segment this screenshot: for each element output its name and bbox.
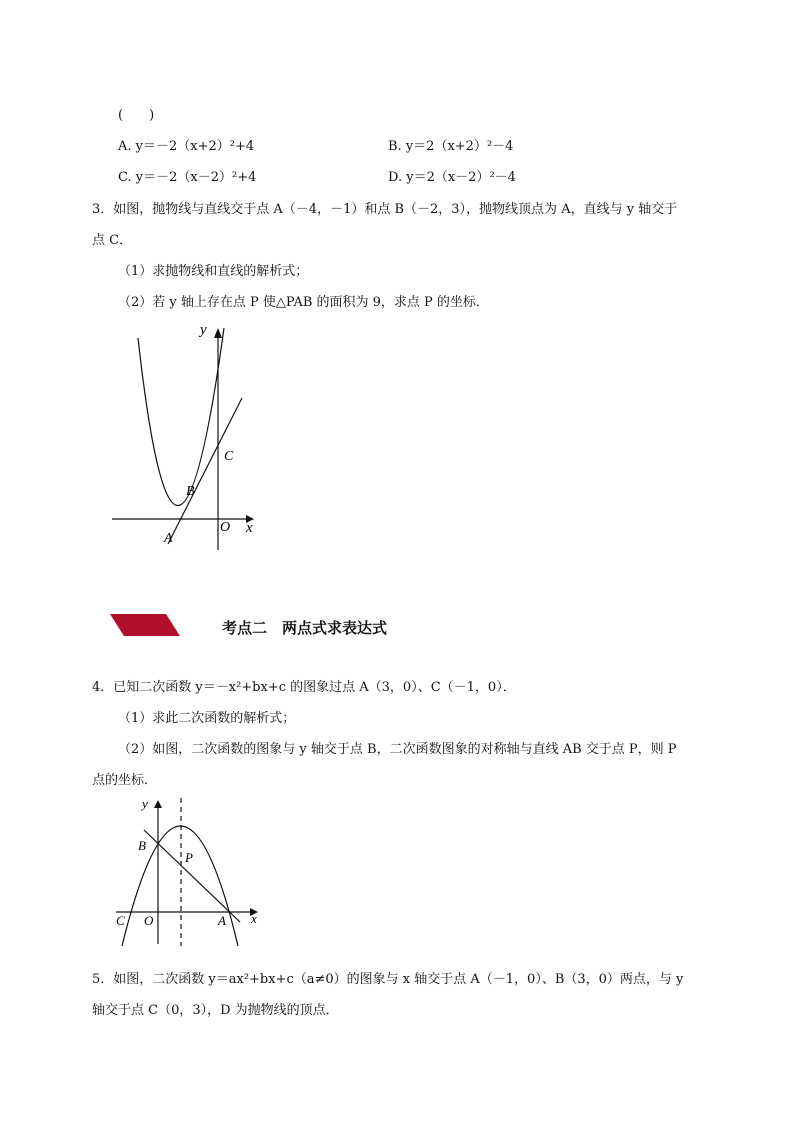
label-o: O — [144, 913, 154, 928]
label-y: y — [142, 796, 148, 811]
option-c — [118, 166, 256, 185]
label-o: O — [220, 520, 231, 535]
q3-figure — [108, 318, 268, 550]
label-a: A — [164, 531, 173, 546]
parabola — [138, 328, 224, 506]
option-label: A. — [118, 139, 132, 154]
option-label: C. — [118, 170, 132, 185]
q5-line1: 5．如图，二次函数 y＝ax²+bx+c（a≠0）的图象与 x 轴交于点 A（－1，0）、B（3，0）两点，与 y — [92, 972, 684, 987]
q4-line1: 4．已知二次函数 y＝－x²+bx+c 的图象过点 A（3，0）、C（－1，0）． — [92, 680, 516, 695]
y-axis-arrow — [154, 800, 162, 808]
section-title: 考点二 两点式求表达式 — [222, 619, 388, 637]
option-text: y＝－2（x+2）²+4 — [135, 139, 255, 154]
line-ab — [168, 398, 242, 544]
option-label: D. — [388, 170, 403, 185]
banner-shape — [110, 614, 180, 636]
y-axis-arrow — [214, 328, 222, 338]
label-x: x — [246, 520, 253, 536]
option-d — [388, 166, 516, 185]
label-a: A — [218, 913, 226, 928]
q5-line2: 轴交于点 C（0，3），D 为抛物线的顶点． — [92, 1003, 339, 1018]
label-y: y — [200, 322, 207, 338]
option-text: y＝2（x+2）²－4 — [405, 139, 514, 154]
q3-sub1: （1）求抛物线和直线的解析式； — [118, 264, 309, 279]
label-c: C — [224, 449, 234, 464]
q4-figure — [110, 794, 270, 954]
q4-sub2a: （2）如图，二次函数的图象与 y 轴交于点 B，二次函数图象的对称轴与直线 AB 交于点 P，则 P — [118, 742, 677, 757]
option-label: B. — [388, 139, 402, 154]
label-p: P — [185, 850, 193, 865]
option-a — [118, 135, 254, 154]
label-b: B — [138, 838, 146, 853]
label-x: x — [251, 911, 257, 926]
q4-sub2b: 点的坐标． — [92, 773, 158, 788]
q3-line2: 点 C． — [92, 233, 133, 248]
label-c: C — [116, 913, 125, 928]
option-text: y＝2（x－2）²－4 — [406, 170, 516, 185]
label-b: B — [186, 484, 195, 499]
answer-paren: ( ) — [118, 108, 155, 123]
q3-sub2: （2）若 y 轴上存在点 P 使△PAB 的面积为 9，求点 P 的坐标． — [118, 295, 489, 310]
option-text: y＝－2（x－2）²+4 — [135, 170, 257, 185]
q4-sub1: （1）求此二次函数的解析式； — [118, 711, 296, 726]
option-b — [388, 135, 513, 154]
q3-line1: 3．如图，抛物线与直线交于点 A（－4，－1）和点 B（－2，3），抛物线顶点为 A，直线与 y 轴交于 — [92, 202, 678, 217]
section-banner — [110, 614, 180, 636]
